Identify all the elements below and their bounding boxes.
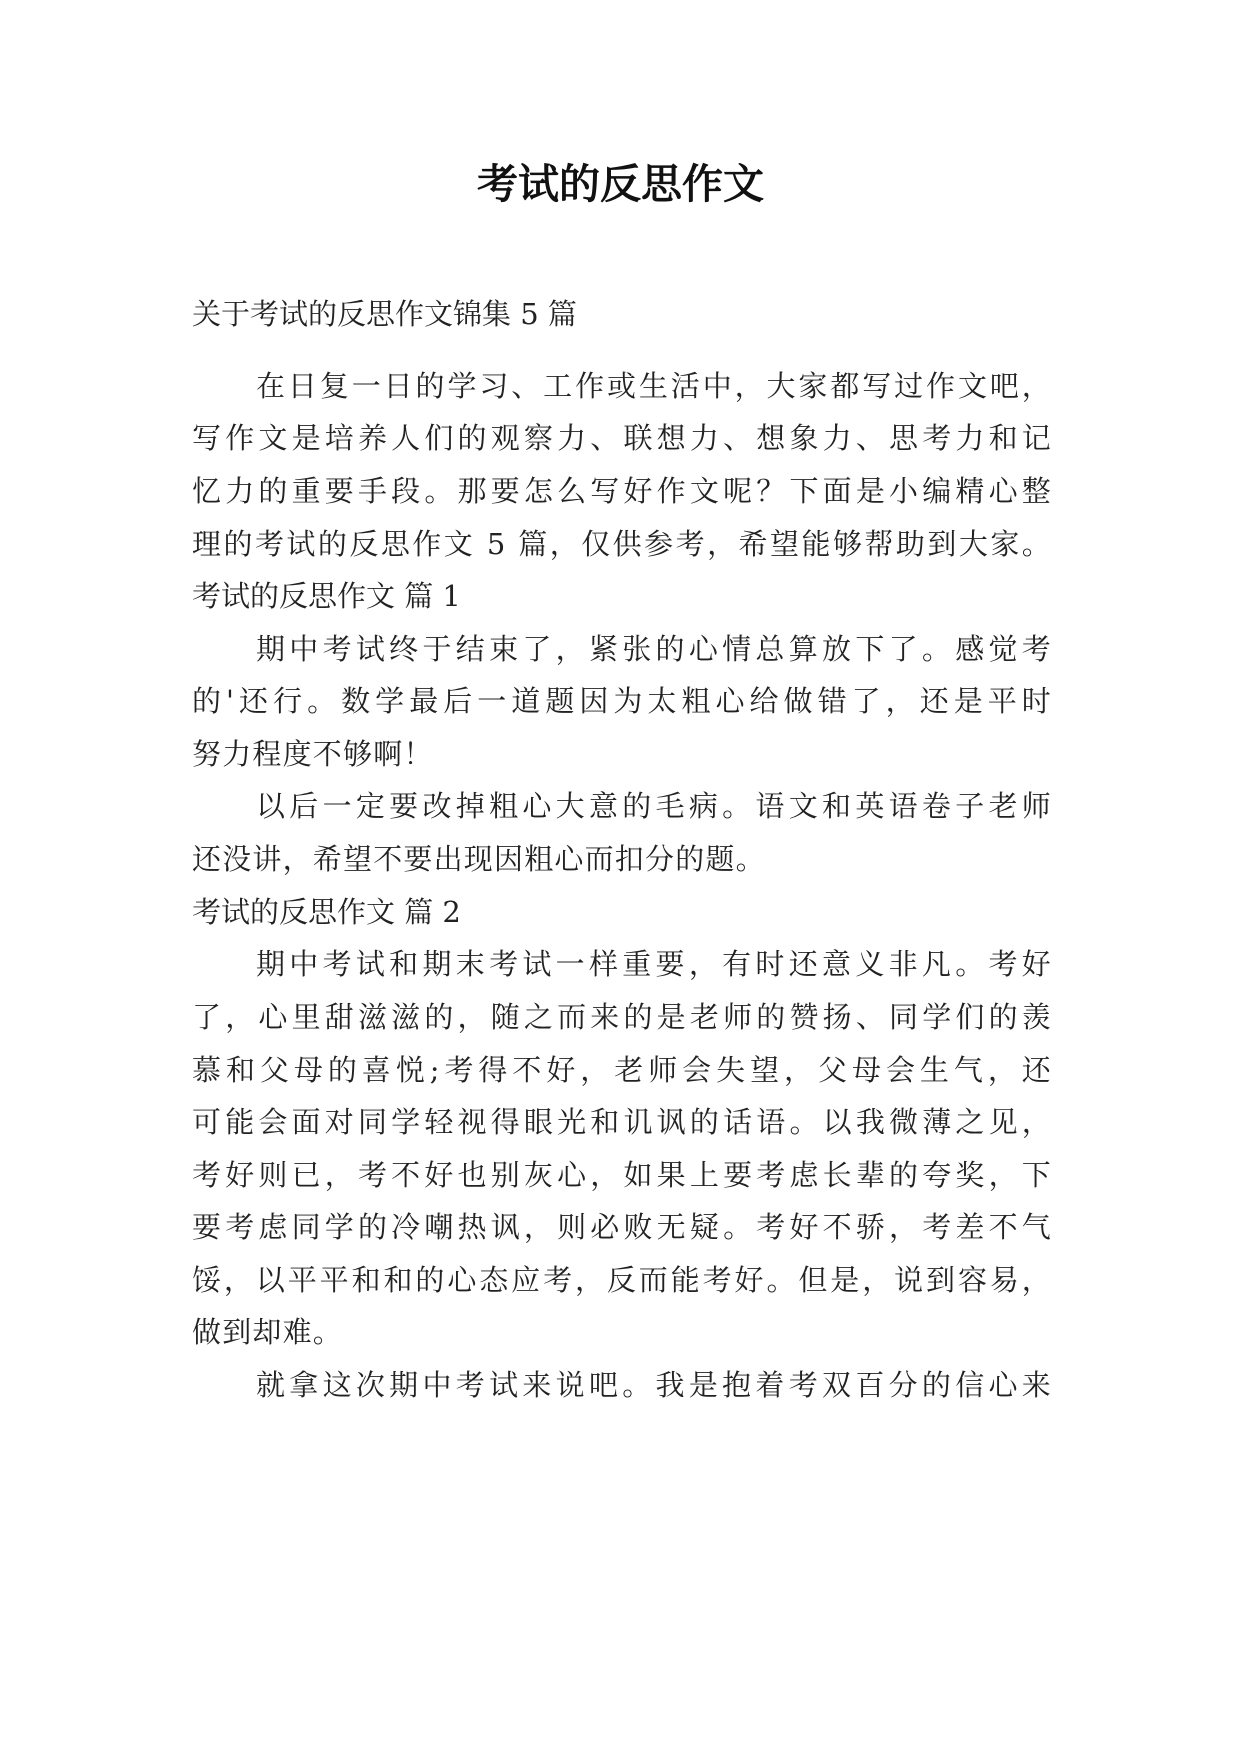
paragraph-line: 了，心里甜滋滋的，随之而来的是老师的赞扬、同学们的羡 (192, 1000, 1052, 1034)
paragraph-line: 以后一定要改掉粗心大意的毛病。语文和英语卷子老师 (256, 789, 1052, 823)
intro-line: 理的考试的反思作文 5 篇，仅供参考，希望能够帮助到大家。 (192, 527, 1052, 561)
essay-heading: 考试的反思作文 篇 1 (192, 579, 461, 613)
paragraph-line: 期中考试和期末考试一样重要，有时还意义非凡。考好 (256, 947, 1052, 981)
document-subtitle: 关于考试的反思作文锦集 5 篇 (192, 297, 577, 331)
paragraph-line: 还没讲，希望不要出现因粗心而扣分的题。 (192, 842, 766, 876)
intro-line: 忆力的重要手段。那要怎么写好作文呢？下面是小编精心整 (192, 474, 1052, 508)
document-title: 考试的反思作文 (477, 160, 764, 208)
paragraph-line: 做到却难。 (192, 1315, 344, 1349)
essay-heading: 考试的反思作文 篇 2 (192, 895, 461, 929)
paragraph-line: 馁，以平平和和的心态应考，反而能考好。但是，说到容易， (192, 1263, 1052, 1297)
paragraph-line: 慕和父母的喜悦;考得不好，老师会失望，父母会生气，还 (192, 1053, 1052, 1087)
paragraph-line: 考好则已，考不好也别灰心，如果上要考虑长辈的夸奖，下 (192, 1158, 1052, 1192)
paragraph-line: 努力程度不够啊！ (192, 737, 434, 771)
paragraph-line: 可能会面对同学轻视得眼光和讥讽的话语。以我微薄之见， (192, 1105, 1052, 1139)
paragraph-line: 要考虑同学的冷嘲热讽，则必败无疑。考好不骄，考差不气 (192, 1210, 1052, 1244)
intro-line: 在日复一日的学习、工作或生活中，大家都写过作文吧， (256, 369, 1052, 403)
paragraph-line: 就拿这次期中考试来说吧。我是抱着考双百分的信心来 (256, 1368, 1052, 1402)
paragraph-line: 期中考试终于结束了，紧张的心情总算放下了。感觉考 (256, 632, 1052, 666)
intro-line: 写作文是培养人们的观察力、联想力、想象力、思考力和记 (192, 421, 1052, 455)
paragraph-line: 的'还行。数学最后一道题因为太粗心给做错了，还是平时 (192, 684, 1052, 718)
